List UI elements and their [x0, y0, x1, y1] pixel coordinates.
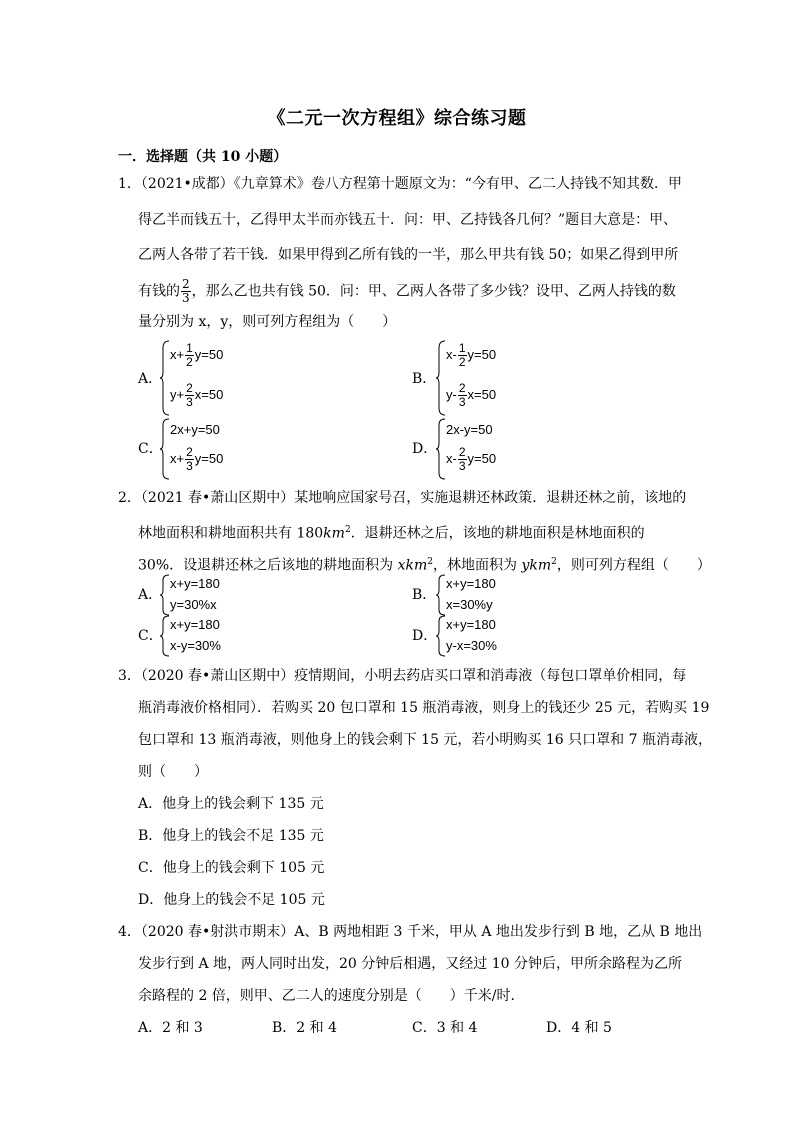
eq-part: x+: [170, 346, 185, 362]
q2-line-3-start: 30%．设退耕还林之后该地的耕地面积为: [138, 557, 398, 574]
eq-part: y=50: [194, 346, 224, 362]
fraction: [458, 342, 467, 369]
fraction-numerator: 2: [186, 445, 193, 459]
q2-b-equation-2: x=30%y: [446, 597, 493, 612]
fraction-numerator: 2: [458, 381, 466, 395]
fraction: [458, 382, 467, 409]
eq-part: x=50: [194, 386, 224, 402]
fraction-numerator: 1: [458, 341, 466, 355]
q1-line-5: 量分别为 x，y，则可列方程组为（ ）: [138, 314, 397, 330]
q2-line-3-mid: ，林地面积为: [432, 557, 522, 574]
q1-option-a-label[interactable]: A．: [138, 371, 163, 387]
q1-option-c-system: [160, 418, 280, 480]
q3-option-b[interactable]: B．他身上的钱会不足 135 元: [138, 828, 324, 844]
q2-option-b-system: [436, 574, 556, 614]
q2-line-1: 2．（2021 春•萧山区期中）某地响应国家号召，实施退耕还林政策．退耕还林之前，该地的: [118, 490, 687, 506]
q2-line-3-end: ，则可列方程组（ ）: [556, 557, 711, 574]
eq-part: y=50: [194, 450, 224, 466]
q2-option-c-label[interactable]: C．: [138, 628, 163, 644]
q1-option-b-system: [436, 340, 556, 416]
q2-a-equation-1: x+y=180: [170, 576, 220, 591]
eq-part: y-: [446, 386, 457, 402]
q4-line-3: 余路程的 2 倍，则甲、乙二人的速度分别是（ ）千米/时．: [138, 988, 525, 1004]
q2-line-3: [138, 552, 711, 576]
q2-line-2: [138, 520, 645, 544]
q1-line-1: 1．（2021•成都）《九章算术》卷八方程第十题原文为：“今有甲、乙二人持钱不知其数．甲: [118, 176, 682, 192]
fraction: [185, 382, 194, 409]
fraction: [185, 342, 194, 369]
q4-option-a[interactable]: A．2 和 3: [138, 1020, 203, 1036]
q2-line-2-end: ．退耕还林之后，该地的耕地面积是林地面积的: [350, 525, 645, 542]
eq-part: y+: [170, 386, 185, 402]
q4-option-c[interactable]: C．3 和 4: [412, 1020, 478, 1036]
q1-c-equation-2: [170, 446, 223, 473]
fraction-numerator: 1: [186, 341, 193, 355]
superscript: 2: [344, 525, 351, 535]
brace-icon: [436, 574, 446, 616]
q2-d-equation-2: y-x=30%: [446, 638, 497, 653]
q2-option-c-system: [160, 615, 280, 655]
q3-line-2: 瓶消毒液价格相同）．若购买 20 包口罩和 15 瓶消毒液，则身上的钱还少 25 元，若购买 19: [138, 700, 710, 716]
q2-option-a-system: [160, 574, 280, 614]
brace-icon: [436, 340, 446, 416]
q1-a-equation-1: [170, 342, 223, 369]
q1-a-equation-2: [170, 382, 223, 409]
q1-option-a-system: [160, 340, 280, 416]
q3-option-a[interactable]: A．他身上的钱会剩下 135 元: [138, 796, 324, 812]
q4-option-b[interactable]: B．2 和 4: [272, 1020, 338, 1036]
q1-option-b-label[interactable]: B．: [412, 371, 437, 387]
eq-part: x-: [446, 450, 457, 466]
q1-line-4-end: ，那么乙也共有钱 50．问：甲、乙两人各带了多少钱？设甲、乙两人持钱的数: [191, 283, 676, 300]
brace-icon: [160, 340, 170, 416]
brace-icon: [436, 615, 446, 657]
eq-part: y=50: [467, 346, 497, 362]
brace-icon: [436, 418, 446, 480]
q1-option-d-system: [436, 418, 556, 480]
q2-d-equation-1: x+y=180: [446, 617, 496, 632]
q2-option-a-label[interactable]: A．: [138, 587, 163, 603]
q1-b-equation-1: [446, 342, 496, 369]
fraction-numerator: 2: [182, 277, 190, 291]
eq-part: y=50: [467, 450, 497, 466]
brace-icon: [160, 574, 170, 616]
fraction-denominator: 2: [186, 355, 193, 369]
q1-b-equation-2: [446, 382, 496, 409]
q1-line-3: 乙两人各带了若干钱．如果甲得到乙所有钱的一半，那么甲共有钱 50；如果乙得到甲所: [138, 247, 679, 263]
q1-option-d-label[interactable]: D．: [412, 441, 438, 457]
unit: km: [529, 557, 552, 574]
q1-d-equation-1: 2x-y=50: [446, 422, 493, 437]
q2-option-d-label[interactable]: D．: [412, 628, 438, 644]
q4-line-2: 发步行到 A 地，两人同时出发，20 分钟后相遇，又经过 10 分钟后，甲所余路程为乙所: [138, 956, 682, 972]
fraction-denominator: 3: [186, 459, 193, 473]
superscript: 2: [551, 557, 557, 567]
q3-line-4: 则（ ）: [138, 764, 208, 780]
q1-d-equation-2: [446, 446, 496, 473]
unit: km: [405, 557, 428, 574]
q2-c-equation-1: x+y=180: [170, 617, 220, 632]
section-heading: 一．选择题（共 10 小题）: [118, 149, 288, 165]
fraction: [185, 446, 194, 473]
q3-option-d[interactable]: D．他身上的钱会不足 105 元: [138, 892, 325, 908]
fraction-denominator: 2: [458, 355, 466, 369]
fraction-denominator: 3: [186, 395, 193, 409]
q3-line-3: 包口罩和 13 瓶消毒液，则他身上的钱会剩下 15 元，若小明购买 16 只口罩和 7 瓶消毒液，: [138, 732, 712, 748]
fraction-denominator: 3: [458, 395, 466, 409]
q2-line-2-start: 林地面积和耕地面积共有 180: [138, 525, 324, 542]
document-title: 《二元一次方程组》综合练习题: [267, 108, 527, 129]
q2-b-equation-1: x+y=180: [446, 576, 496, 591]
eq-part: x+: [170, 450, 185, 466]
unit: km: [323, 525, 345, 542]
q3-line-1: 3．（2020 春•萧山区期中）疫情期间，小明去药店买口罩和消毒液（每包口罩单价相同，每: [118, 668, 687, 684]
fraction-denominator: 3: [458, 459, 466, 473]
q1-line-4-start: 有钱的: [138, 283, 180, 300]
q2-option-b-label[interactable]: B．: [412, 587, 437, 603]
q3-option-c[interactable]: C．他身上的钱会剩下 105 元: [138, 860, 325, 876]
q2-option-d-system: [436, 615, 556, 655]
fraction: [181, 278, 191, 305]
variable: x: [397, 557, 406, 574]
fraction: [458, 446, 467, 473]
fraction-numerator: 2: [186, 381, 193, 395]
q1-c-equation-1: 2x+y=50: [170, 422, 220, 437]
q1-line-4: [138, 278, 676, 305]
variable: y: [521, 557, 530, 574]
brace-icon: [160, 418, 170, 480]
q4-option-d[interactable]: D．4 和 5: [546, 1020, 612, 1036]
fraction-denominator: 3: [182, 291, 190, 305]
q1-line-2: 得乙半而钱五十，乙得甲太半而亦钱五十．问：甲、乙持钱各几何？”题目大意是：甲、: [138, 212, 678, 228]
q2-a-equation-2: y=30%x: [170, 597, 217, 612]
superscript: 2: [427, 557, 433, 567]
q1-option-c-label[interactable]: C．: [138, 441, 163, 457]
eq-part: x=50: [467, 386, 497, 402]
brace-icon: [160, 615, 170, 657]
q4-line-1: 4．（2020 春•射洪市期末）A、B 两地相距 3 千米，甲从 A 地出发步行到 B 地，乙从 B 地出: [118, 924, 703, 940]
q2-c-equation-2: x-y=30%: [170, 638, 221, 653]
fraction-numerator: 2: [458, 445, 466, 459]
eq-part: x-: [446, 346, 457, 362]
